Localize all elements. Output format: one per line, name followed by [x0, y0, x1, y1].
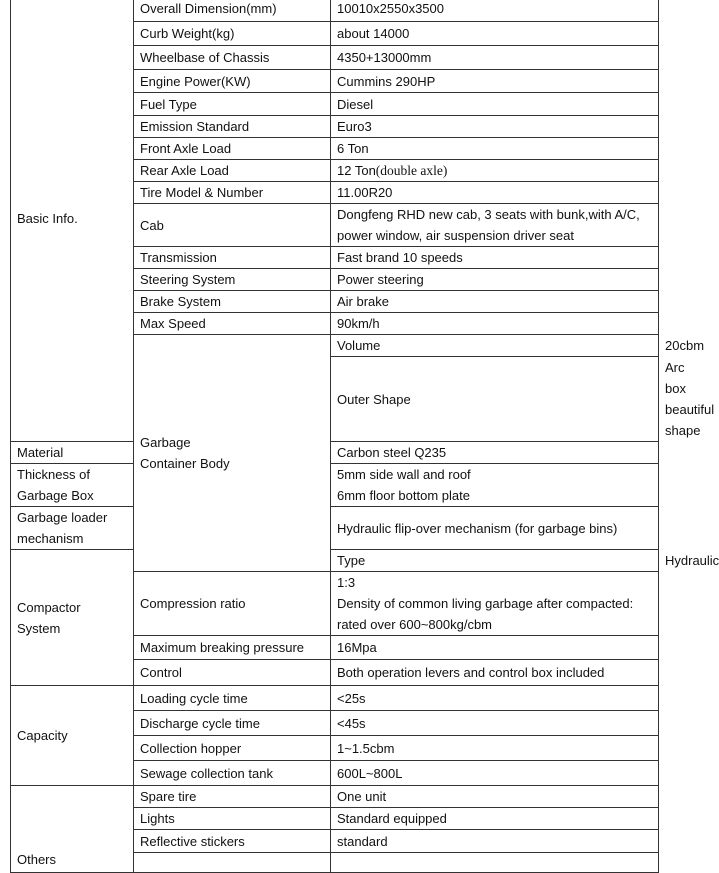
spec-value: Fast brand 10 speeds [331, 247, 659, 269]
table-row [11, 686, 659, 711]
section-label: Container Body [140, 456, 230, 471]
spec-name: Sewage collection tank [134, 761, 331, 786]
section-compactor-system [11, 550, 134, 686]
spec-name: Material [11, 442, 134, 464]
section-basic-info [11, 0, 134, 442]
table-row [11, 507, 659, 550]
section-label: Capacity [17, 728, 68, 743]
spec-value [331, 464, 659, 507]
spec-name: Wheelbase of Chassis [134, 46, 331, 70]
spec-value: Power steering [331, 269, 659, 291]
spec-name: Control [134, 660, 331, 686]
table-row: Garbage Container Body Volume 20cbm [11, 335, 659, 357]
spec-value [331, 853, 659, 873]
spec-value: 10010x2550x3500 [331, 0, 659, 22]
spec-value: 600L~800L [331, 761, 659, 786]
spec-name: Brake System [134, 291, 331, 313]
spec-value: 4350+13000mm [331, 46, 659, 70]
spec-value-line: Density of common living garbage after compacted: [337, 596, 634, 611]
spec-value-line: 6mm floor bottom plate [337, 488, 470, 503]
spec-value [331, 204, 659, 247]
spec-table [10, 0, 719, 873]
spec-value: 1~1.5cbm [331, 736, 659, 761]
spec-name: Transmission [134, 247, 331, 269]
spec-value: <25s [331, 686, 659, 711]
section-label: Compactor [17, 599, 81, 615]
spec-value: 6 Ton [331, 138, 659, 160]
spec-value: Air brake [331, 291, 659, 313]
section-label: System [17, 620, 61, 636]
spec-value: Cummins 290HP [331, 70, 659, 93]
spec-value-line: rated over 600~800kg/cbm [337, 617, 493, 632]
spec-name: Collection hopper [134, 736, 331, 761]
spec-value-line: 5mm side wall and roof [337, 467, 471, 482]
spec-name: Garbage loader mechanism [11, 507, 134, 550]
spec-value-main: 12 Ton [337, 163, 376, 178]
spec-value: <45s [331, 711, 659, 736]
spec-name: Curb Weight(kg) [134, 22, 331, 46]
table-row [11, 0, 659, 22]
spec-value-line: power window, air suspension driver seat [337, 228, 575, 243]
spec-name: Engine Power(KW) [134, 70, 331, 93]
spec-name: Lights [134, 808, 331, 830]
spec-name: Volume [331, 335, 659, 357]
spec-name: Steering System [134, 269, 331, 291]
spec-value-line: 1:3 [337, 575, 356, 590]
spec-name: Overall Dimension(mm) [134, 0, 331, 22]
spec-name: Fuel Type [134, 93, 331, 116]
spec-value-note: (double axle) [375, 163, 448, 178]
spec-value: 11.00R20 [331, 182, 659, 204]
spec-value: 90km/h [331, 313, 659, 335]
spec-name: Type [331, 550, 659, 572]
spec-value [331, 572, 659, 636]
spec-name: Maximum breaking pressure [134, 636, 331, 660]
spec-value: Carbon steel Q235 [331, 442, 659, 464]
spec-value: about 14000 [331, 22, 659, 46]
table-row: Outer Shape Arc box beautiful shape [11, 357, 659, 442]
spec-name: Reflective stickers [134, 830, 331, 853]
spec-value: Euro3 [331, 116, 659, 138]
spec-name: Front Axle Load [134, 138, 331, 160]
section-others [11, 786, 134, 873]
spec-value-line: Dongfeng RHD new cab, 3 seats with bunk,with A/C, [337, 207, 640, 222]
spec-name: Spare tire [134, 786, 331, 808]
table-row [11, 464, 659, 507]
spec-value: Standard equipped [331, 808, 659, 830]
table-row: Compactor System Type Hydraulic [11, 550, 659, 572]
spec-name: Tire Model & Number [134, 182, 331, 204]
table-row [11, 442, 659, 464]
spec-value: Both operation levers and control box included [331, 660, 659, 686]
section-capacity [11, 686, 134, 786]
spec-value: Diesel [331, 93, 659, 116]
section-label: Basic Info. [17, 210, 78, 226]
spec-value: 16Mpa [331, 636, 659, 660]
spec-name: Cab [134, 204, 331, 247]
spec-name: Outer Shape [331, 357, 659, 442]
spec-value [331, 160, 659, 182]
spec-name: Thickness of Garbage Box [11, 464, 134, 507]
spec-name: Rear Axle Load [134, 160, 331, 182]
section-label: Garbage [140, 435, 191, 450]
spec-name: Loading cycle time [134, 686, 331, 711]
section-container-body [134, 335, 331, 572]
spec-name: Compression ratio [134, 572, 331, 636]
spec-value: Hydraulic flip-over mechanism (for garbage bins) [331, 507, 659, 550]
table-row [11, 786, 659, 808]
spec-value: One unit [331, 786, 659, 808]
spec-name: Discharge cycle time [134, 711, 331, 736]
spec-value: standard [331, 830, 659, 853]
spec-name: Emission Standard [134, 116, 331, 138]
spec-name: Max Speed [134, 313, 331, 335]
section-label: Others [17, 852, 57, 867]
spec-name [134, 853, 331, 873]
